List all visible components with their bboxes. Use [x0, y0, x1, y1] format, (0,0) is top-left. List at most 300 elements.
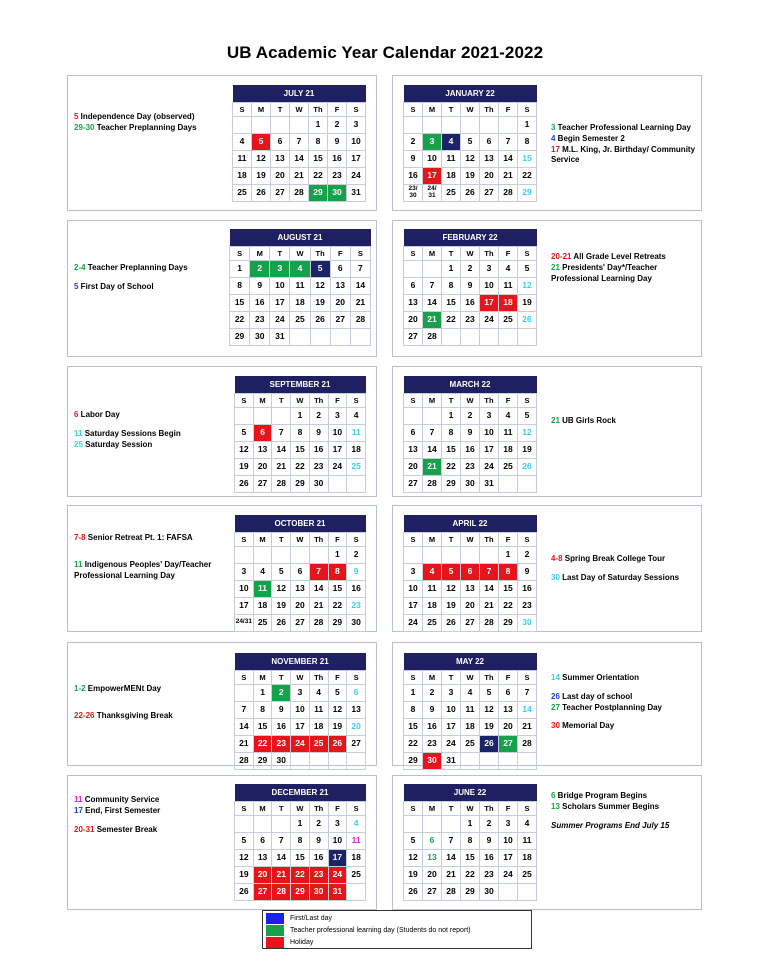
- empty-day-cell: [253, 407, 272, 424]
- day-cell: 21: [499, 167, 518, 184]
- month-header: OCTOBER 21: [235, 515, 366, 532]
- note-text: Teacher Preplanning Days: [85, 263, 188, 272]
- day-cell: 25: [233, 184, 252, 201]
- day-cell: 11: [347, 832, 366, 849]
- day-cell: 30: [309, 883, 328, 900]
- day-cell: 25: [518, 866, 537, 883]
- note-dates: 11: [74, 795, 83, 804]
- empty-day-cell: [423, 407, 442, 424]
- day-cell: 18: [461, 718, 480, 735]
- weekday-label: T: [272, 670, 291, 684]
- day-cell: 23: [480, 866, 499, 883]
- day-cell: 18: [309, 718, 328, 735]
- day-cell: 1: [291, 815, 310, 832]
- note-text: Begin Semester 2: [555, 133, 625, 143]
- note-dates: 13: [551, 801, 560, 811]
- day-cell: 13: [330, 277, 350, 294]
- day-cell: 16: [250, 294, 270, 311]
- day-cell: 25: [253, 614, 272, 631]
- weekday-label: F: [328, 801, 347, 815]
- weekday-label: S: [518, 532, 537, 546]
- day-cell: 25: [347, 866, 366, 883]
- day-cell: 9: [347, 563, 366, 580]
- empty-day-cell: [461, 752, 480, 769]
- empty-day-cell: [291, 752, 310, 769]
- day-cell: 17: [499, 849, 518, 866]
- note-spacer: [74, 552, 226, 560]
- empty-day-cell: [423, 546, 442, 563]
- day-cell: 2: [309, 815, 328, 832]
- day-cell: 15: [253, 718, 272, 735]
- week-row: [235, 614, 366, 631]
- note-line: [551, 263, 699, 285]
- day-cell: 3: [480, 260, 499, 277]
- week-row: [233, 184, 366, 201]
- day-cell: 20: [291, 597, 310, 614]
- day-cell: 19: [328, 718, 347, 735]
- day-cell: 31: [442, 752, 461, 769]
- note-dates: 26: [551, 691, 560, 701]
- day-cell: 1: [291, 407, 310, 424]
- day-cell: 27: [499, 735, 518, 752]
- day-cell: 7: [290, 133, 309, 150]
- day-cell: 18: [442, 167, 461, 184]
- day-cell: 27: [253, 475, 272, 492]
- day-cell: 8: [291, 424, 310, 441]
- empty-day-cell: [290, 116, 309, 133]
- empty-day-cell: [423, 116, 442, 133]
- week-row: [235, 832, 366, 849]
- week-row: [404, 580, 537, 597]
- note-line: [74, 440, 224, 451]
- empty-day-cell: [252, 116, 271, 133]
- day-cell: 20: [347, 718, 366, 735]
- legend-row-pd-day: [266, 925, 471, 936]
- weekday-label: Th: [309, 102, 328, 116]
- week-row: [235, 718, 366, 735]
- day-cell: 15: [328, 580, 347, 597]
- calendar-may-22: [403, 653, 537, 770]
- note-text: Teacher Postplanning Day: [559, 702, 663, 712]
- day-cell: 22: [230, 311, 250, 328]
- day-cell: 9: [309, 424, 328, 441]
- note-line: [551, 821, 699, 832]
- empty-day-cell: [423, 260, 442, 277]
- weekday-label: S: [347, 393, 366, 407]
- day-cell: 23: [461, 311, 480, 328]
- day-cell: 3: [291, 684, 310, 701]
- weekday-label: M: [423, 246, 442, 260]
- day-cell: 24: [404, 614, 423, 631]
- day-cell: 27: [347, 735, 366, 752]
- day-cell: 5: [518, 407, 537, 424]
- legend: [262, 910, 532, 949]
- empty-day-cell: [518, 328, 537, 345]
- day-cell: 11: [253, 580, 272, 597]
- empty-day-cell: [271, 116, 290, 133]
- note-line: [74, 533, 226, 544]
- weekday-label: Th: [309, 670, 328, 684]
- day-cell: 13: [423, 849, 442, 866]
- week-row: [235, 752, 366, 769]
- day-cell: 15: [291, 441, 310, 458]
- empty-day-cell: [499, 752, 518, 769]
- day-cell: 2: [480, 815, 499, 832]
- day-cell: 5: [235, 424, 254, 441]
- empty-day-cell: [404, 546, 423, 563]
- day-cell: 12: [328, 701, 347, 718]
- weekday-label: S: [518, 670, 537, 684]
- week-row: [404, 475, 537, 492]
- day-cell: 21: [272, 458, 291, 475]
- week-row: [235, 424, 366, 441]
- day-cell: 29: [309, 184, 328, 201]
- week-row: [404, 701, 537, 718]
- day-cell: 23: [309, 458, 328, 475]
- day-cell: 22: [518, 167, 537, 184]
- note-line: [74, 560, 226, 582]
- day-cell: 25: [309, 735, 328, 752]
- weekday-label: W: [291, 801, 310, 815]
- day-cell: 15: [404, 718, 423, 735]
- month-header: FEBRUARY 22: [404, 229, 537, 246]
- day-cell: 26: [518, 311, 537, 328]
- calendar-february-22: [403, 229, 537, 346]
- weekday-label: Th: [480, 102, 499, 116]
- weekday-label: S: [235, 393, 254, 407]
- day-cell: 13: [480, 150, 499, 167]
- day-cell: 7: [499, 133, 518, 150]
- note-dates: 5: [74, 281, 79, 291]
- day-cell: 21: [290, 167, 309, 184]
- day-cell: 12: [272, 580, 291, 597]
- day-cell: 1: [442, 407, 461, 424]
- day-cell: 12: [518, 277, 537, 294]
- day-cell: 26: [404, 883, 423, 900]
- day-cell: 22: [499, 597, 518, 614]
- day-cell: 7: [423, 424, 442, 441]
- day-cell: 27: [423, 883, 442, 900]
- day-cell: 10: [328, 832, 347, 849]
- day-cell: 3: [347, 116, 366, 133]
- day-cell: 19: [235, 458, 254, 475]
- day-cell: 9: [518, 563, 537, 580]
- empty-day-cell: [235, 684, 254, 701]
- day-cell: 17: [328, 441, 347, 458]
- day-cell: 29: [291, 883, 310, 900]
- empty-day-cell: [233, 116, 252, 133]
- week-row: [404, 684, 537, 701]
- day-cell: 23/ 30: [404, 184, 423, 201]
- weekday-label: Th: [480, 801, 499, 815]
- weekday-label: W: [461, 532, 480, 546]
- day-cell: 8: [461, 832, 480, 849]
- day-cell: 24: [480, 311, 499, 328]
- empty-day-cell: [309, 546, 328, 563]
- legend-row-first-last: [266, 913, 332, 924]
- day-cell: 11: [290, 277, 310, 294]
- note-line: [551, 123, 699, 134]
- week-row: [235, 883, 366, 900]
- note-spacer: [551, 713, 699, 721]
- day-cell: 30: [480, 883, 499, 900]
- note-text: First Day of School: [78, 281, 154, 291]
- calendar-april-22: [403, 515, 537, 632]
- week-row: [235, 475, 366, 492]
- note-line: [551, 692, 699, 703]
- day-cell: 9: [461, 424, 480, 441]
- day-cell: 1: [461, 815, 480, 832]
- day-cell: 7: [442, 832, 461, 849]
- day-cell: 4: [347, 815, 366, 832]
- weekday-label: S: [230, 246, 250, 260]
- day-cell: 28: [423, 328, 442, 345]
- note-line: [74, 123, 224, 134]
- day-cell: 22: [404, 735, 423, 752]
- day-cell: 11: [233, 150, 252, 167]
- notes-november-21: [74, 684, 224, 722]
- day-cell: 20: [404, 458, 423, 475]
- note-text: Summer Programs End July 15: [551, 820, 670, 830]
- note-line: [551, 134, 699, 145]
- day-cell: 5: [461, 133, 480, 150]
- day-cell: 11: [442, 150, 461, 167]
- weekday-label: M: [253, 801, 272, 815]
- day-cell: 17: [480, 294, 499, 311]
- day-cell: 19: [272, 597, 291, 614]
- day-cell: 26: [328, 735, 347, 752]
- day-cell: 19: [518, 441, 537, 458]
- day-cell: 16: [309, 441, 328, 458]
- empty-day-cell: [272, 815, 291, 832]
- note-text: Saturday Session: [82, 439, 153, 449]
- day-cell: 13: [271, 150, 290, 167]
- day-cell: 15: [518, 150, 537, 167]
- day-cell: 30: [423, 752, 442, 769]
- day-cell: 20: [423, 866, 442, 883]
- day-cell: 8: [499, 563, 518, 580]
- month-header: MARCH 22: [404, 376, 537, 393]
- empty-day-cell: [480, 752, 499, 769]
- day-cell: 30: [272, 752, 291, 769]
- weekday-label: T: [442, 102, 461, 116]
- day-cell: 7: [309, 563, 328, 580]
- weekday-label: Th: [480, 393, 499, 407]
- week-row: [233, 167, 366, 184]
- day-cell: 6: [347, 684, 366, 701]
- weekday-label: T: [442, 801, 461, 815]
- day-cell: 14: [350, 277, 370, 294]
- day-cell: 23: [328, 167, 347, 184]
- weekday-label: S: [404, 246, 423, 260]
- page-title: UB Academic Year Calendar 2021-2022: [226, 43, 544, 62]
- weekday-label: W: [461, 670, 480, 684]
- day-cell: 4: [499, 260, 518, 277]
- day-cell: 8: [328, 563, 347, 580]
- empty-day-cell: [480, 328, 499, 345]
- notes-january-22: [551, 123, 699, 166]
- note-text: All Grade Level Retreats: [571, 252, 666, 261]
- note-dates: 6: [551, 791, 556, 800]
- day-cell: 20: [499, 718, 518, 735]
- day-cell: 10: [480, 424, 499, 441]
- day-cell: 16: [272, 718, 291, 735]
- week-row: [404, 260, 537, 277]
- day-cell: 14: [290, 150, 309, 167]
- weekday-label: T: [272, 393, 291, 407]
- day-cell: 3: [328, 815, 347, 832]
- day-cell: 24/31: [235, 614, 254, 631]
- weekday-label: T: [442, 670, 461, 684]
- day-cell: 20: [330, 294, 350, 311]
- calendar-november-21: [234, 653, 366, 770]
- day-cell: 12: [442, 580, 461, 597]
- day-cell: 2: [404, 133, 423, 150]
- notes-october-21: [74, 533, 226, 581]
- note-line: [74, 263, 224, 274]
- day-cell: 23: [518, 597, 537, 614]
- day-cell: 2: [250, 260, 270, 277]
- day-cell: 24/ 31: [423, 184, 442, 201]
- empty-day-cell: [404, 407, 423, 424]
- day-cell: 3: [499, 815, 518, 832]
- calendar-july-21: [232, 85, 366, 202]
- day-cell: 17: [328, 849, 347, 866]
- weekday-label: S: [518, 102, 537, 116]
- empty-day-cell: [328, 752, 347, 769]
- weekday-label: S: [235, 670, 254, 684]
- empty-day-cell: [253, 815, 272, 832]
- day-cell: 1: [253, 684, 272, 701]
- note-spacer: [74, 695, 224, 703]
- day-cell: 28: [518, 735, 537, 752]
- note-text: Saturday Sessions Begin: [82, 428, 181, 438]
- week-row: [235, 441, 366, 458]
- weekday-label: S: [518, 801, 537, 815]
- day-cell: 16: [347, 580, 366, 597]
- weekday-label: Th: [309, 532, 328, 546]
- legend-swatch: [266, 937, 284, 948]
- day-cell: 24: [442, 735, 461, 752]
- day-cell: 20: [253, 458, 272, 475]
- week-row: [230, 311, 371, 328]
- day-cell: 25: [347, 458, 366, 475]
- day-cell: 2: [347, 546, 366, 563]
- day-cell: 2: [461, 407, 480, 424]
- note-spacer: [74, 421, 224, 429]
- day-cell: 11: [309, 701, 328, 718]
- day-cell: 5: [272, 563, 291, 580]
- day-cell: 30: [250, 328, 270, 345]
- week-row: [230, 277, 371, 294]
- day-cell: 28: [442, 883, 461, 900]
- day-cell: 12: [235, 849, 254, 866]
- day-cell: 6: [271, 133, 290, 150]
- day-cell: 14: [423, 441, 442, 458]
- empty-day-cell: [518, 883, 537, 900]
- note-dates: 20-31: [74, 824, 95, 834]
- weekday-label: S: [350, 246, 370, 260]
- day-cell: 6: [291, 563, 310, 580]
- weekday-label: M: [423, 393, 442, 407]
- day-cell: 14: [499, 150, 518, 167]
- note-line: [551, 703, 699, 714]
- week-row: [235, 563, 366, 580]
- note-dates: 29-30: [74, 122, 95, 132]
- day-cell: 17: [347, 150, 366, 167]
- day-cell: 20: [461, 597, 480, 614]
- note-dates: 14: [551, 673, 560, 682]
- note-dates: 4-8: [551, 554, 563, 563]
- day-cell: 19: [252, 167, 271, 184]
- day-cell: 27: [330, 311, 350, 328]
- day-cell: 17: [291, 718, 310, 735]
- empty-day-cell: [272, 407, 291, 424]
- week-row: [235, 580, 366, 597]
- day-cell: 19: [518, 294, 537, 311]
- weekday-label: S: [235, 801, 254, 815]
- day-cell: 28: [235, 752, 254, 769]
- day-cell: 2: [461, 260, 480, 277]
- day-cell: 28: [350, 311, 370, 328]
- day-cell: 13: [253, 849, 272, 866]
- day-cell: 23: [461, 458, 480, 475]
- day-cell: 25: [423, 614, 442, 631]
- day-cell: 3: [480, 407, 499, 424]
- weekday-label: T: [442, 246, 461, 260]
- week-row: [235, 597, 366, 614]
- note-spacer: [551, 565, 699, 573]
- weekday-label: F: [499, 393, 518, 407]
- month-header: JULY 21: [233, 85, 366, 102]
- week-row: [230, 328, 371, 345]
- empty-day-cell: [404, 815, 423, 832]
- empty-day-cell: [518, 475, 537, 492]
- day-cell: 8: [309, 133, 328, 150]
- day-cell: 1: [328, 546, 347, 563]
- day-cell: 29: [518, 184, 537, 201]
- day-cell: 7: [235, 701, 254, 718]
- empty-day-cell: [290, 328, 310, 345]
- weekday-label: S: [347, 102, 366, 116]
- note-text: Indigenous Peoples' Day/Teacher Professional Learning Day: [74, 559, 212, 580]
- day-cell: 29: [291, 475, 310, 492]
- day-cell: 16: [461, 294, 480, 311]
- legend-label: Teacher professional learning day (Students do not report): [290, 927, 471, 934]
- weekday-label: S: [518, 393, 537, 407]
- day-cell: 8: [442, 277, 461, 294]
- day-cell: 13: [404, 441, 423, 458]
- day-cell: 10: [328, 424, 347, 441]
- note-line: [74, 410, 224, 421]
- day-cell: 24: [328, 866, 347, 883]
- note-spacer: [551, 813, 699, 821]
- note-text: Bridge Program Begins: [555, 791, 648, 800]
- day-cell: 21: [518, 718, 537, 735]
- day-cell: 11: [499, 277, 518, 294]
- day-cell: 12: [235, 441, 254, 458]
- note-line: [551, 791, 699, 802]
- weekday-label: Th: [480, 532, 499, 546]
- day-cell: 5: [480, 684, 499, 701]
- notes-february-22: [551, 252, 699, 284]
- empty-day-cell: [461, 116, 480, 133]
- day-cell: 12: [461, 150, 480, 167]
- weekday-label: F: [499, 532, 518, 546]
- day-cell: 28: [290, 184, 309, 201]
- day-cell: 6: [404, 424, 423, 441]
- week-row: [404, 294, 537, 311]
